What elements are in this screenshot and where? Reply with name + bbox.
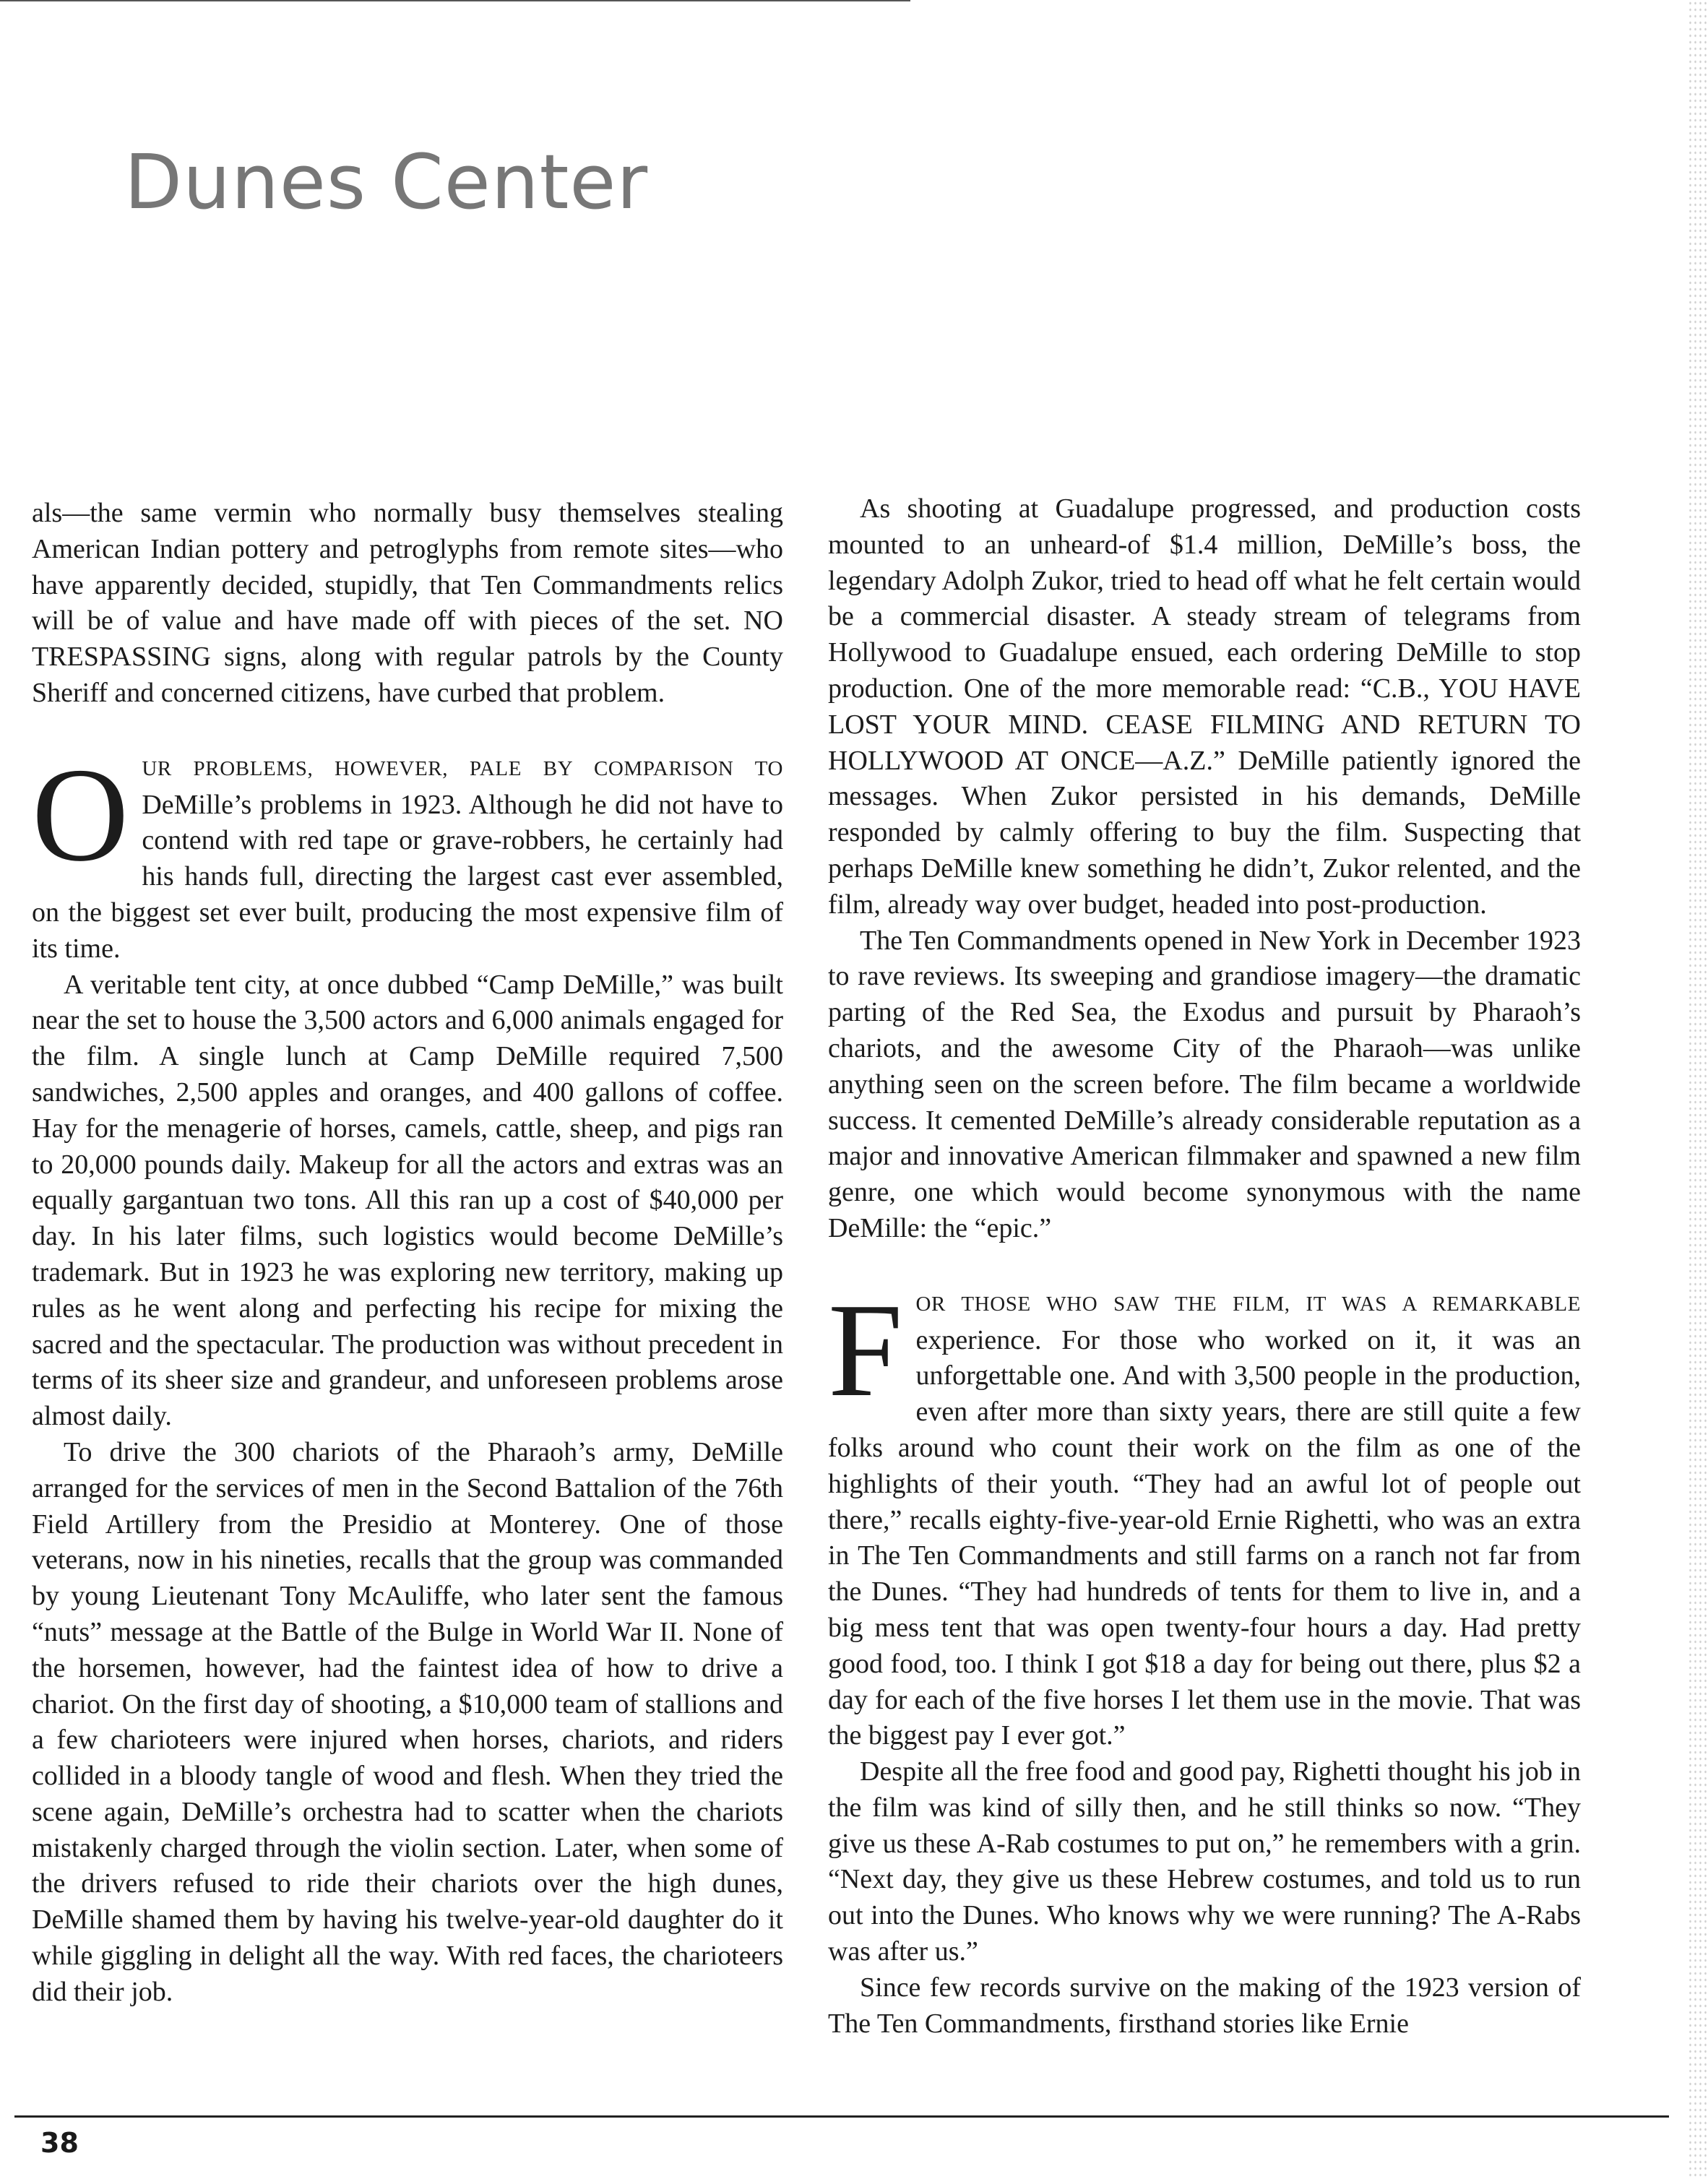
scan-top-rule <box>0 0 910 1</box>
drop-cap: F <box>828 1275 903 1425</box>
section-opening-text: experience. For those who worked on it, it was an unforgettable one. And with 3,500 people in the production, even after more than sixty years, there are still quite a few folks around who count their work on the film as one of the highlights of their youth. “They had an awful lot of people out there,” recalls eighty-five-year-old Ernie Righetti, who was an extra in The Ten Commandments and still farms on a ranch not far from the Dunes. “They had hundreds of tents for them to live in, and a big mess tent that was open twenty-four hours a day. Had pretty good food, too. I think I got $18 a day for being out there, plus $2 a day for each of the five horses I let them use in the movie. That was the biggest pay I ever got.” <box>828 1324 1581 1751</box>
paragraph: Despite all the free food and good pay, Righetti thought his job in the film was kind of silly then, and he still thinks so now. “They give us these A-Rab costumes to put on,” he remembers with a grin. “Next day, they give us these Hebrew costumes, and told us to run out into the Dunes. Who knows why we were running? The A-Rabs was after us.” <box>828 1756 1581 1967</box>
left-column <box>32 496 783 2011</box>
small-caps-lead-in: UR PROBLEMS, HOWEVER, PALE BY COMPARISON TO <box>142 756 783 780</box>
footer-rule <box>14 2115 1669 2118</box>
paragraph: To drive the 300 chariots of the Pharaoh’s army, DeMille arranged for the services of men in the Second Battalion of the 76th Field Artillery from the Presidio at Monterey. One of those veterans, now in his nineties, recalls that the group was commanded by young Lieutenant Tony McAuliffe, who later sent the famous “nuts” message at the Battle of the Bulge in World War II. None of the horsemen, however, had the faintest idea of how to drive a chariot. On the first day of shooting, a $10,000 team of stallions and a few charioteers were injured when horses, chariots, and riders collided in a bloody tangle of wood and flesh. When they tried the scene again, DeMille’s orchestra had to scatter when the chariots mistakenly charged through the violin section. Later, when some of the drivers refused to ride their chariots over the high dunes, DeMille shamed them by having his twelve-year-old daughter do it while giggling in delight all the way. With red faces, the charioteers did their job. <box>32 1436 783 2007</box>
paragraph: als—the same vermin who normally busy themselves stealing American Indian pottery and petroglyphs from remote sites—who have apparently decided, stupidly, that Ten Commandments relics will be of value and have made off with pieces of the set. NO TRESPASSING signs, along with regular patrols by the County Sheriff and concerned citizens, have curbed that problem. <box>32 498 783 708</box>
drop-cap: O <box>32 740 129 889</box>
scan-right-edge <box>1688 0 1708 2179</box>
paragraph: A veritable tent city, at once dubbed “Camp DeMille,” was built near the set to house the 3,500 actors and 6,000 animals engaged for the film. A single lunch at Camp DeMille required 7,500 sandwiches, 2,500 apples and oranges, and 400 gallons of coffee. Hay for the menagerie of horses, camels, cattle, sheep, and pigs ran to 20,000 pounds daily. Makeup for all the actors and extras was an equally gargantuan two tons. All this ran up a cost of $40,000 per day. In his later films, such logistics would become DeMille’s trademark. But in 1923 he was exploring new territory, making up rules as he went along and perfecting his recipe for mixing the sacred and the spectacular. The production was without precedent in terms of its sheer size and grandeur, and unforeseen problems arose almost daily. <box>32 969 783 1432</box>
paragraph: Since few records survive on the making of the 1923 version of The Ten Commandments, firsthand stories like Ernie <box>828 1972 1581 2039</box>
small-caps-lead-in: OR THOSE WHO SAW THE FILM, IT WAS A REMARKABLE <box>915 1292 1581 1316</box>
section-opening-text: DeMille’s problems in 1923. Although he did not have to contend with red tape or grave-robbers, he certainly had his hands full, directing the largest cast ever assembled, on the biggest set ever built, producing the most expensive film of its time. <box>32 789 783 964</box>
section-opening-paragraph <box>32 740 783 967</box>
right-column <box>828 491 1581 2042</box>
page-number: 38 <box>40 2127 79 2159</box>
paragraph: The Ten Commandments opened in New York in December 1923 to rave reviews. Its sweeping and grandiose imagery—the dramatic parting of the Red Sea, the Exodus and pursuit by Pharaoh’s chariots, and the awesome City of the Pharaoh—was unlike anything seen on the screen before. The film became a worldwide success. It cemented DeMille’s already considerable reputation as a major and innovative American filmmaker and spawned a new film genre, one which would become synonymous with the name DeMille: the “epic.” <box>828 925 1581 1243</box>
section-title: Dunes Center <box>124 138 649 226</box>
section-opening-paragraph <box>828 1275 1581 1754</box>
paragraph: As shooting at Guadalupe progressed, and production costs mounted to an unheard-of $1.4 million, DeMille’s boss, the legendary Adolph Zukor, tried to head off what he felt certain would be a commercial disaster. A steady stream of telegrams from Hollywood to Guadalupe ensued, each ordering DeMille to stop production. One of the more memorable read: “C.B., YOU HAVE LOST YOUR MIND. CEASE FILMING AND RETURN TO HOLLYWOOD AT ONCE—A.Z.” DeMille patiently ignored the messages. When Zukor persisted in his demands, DeMille responded by calmly offering to buy the film. Suspecting that perhaps DeMille knew something he didn’t, Zukor relented, and the film, already way over budget, headed into post-production. <box>828 493 1581 920</box>
